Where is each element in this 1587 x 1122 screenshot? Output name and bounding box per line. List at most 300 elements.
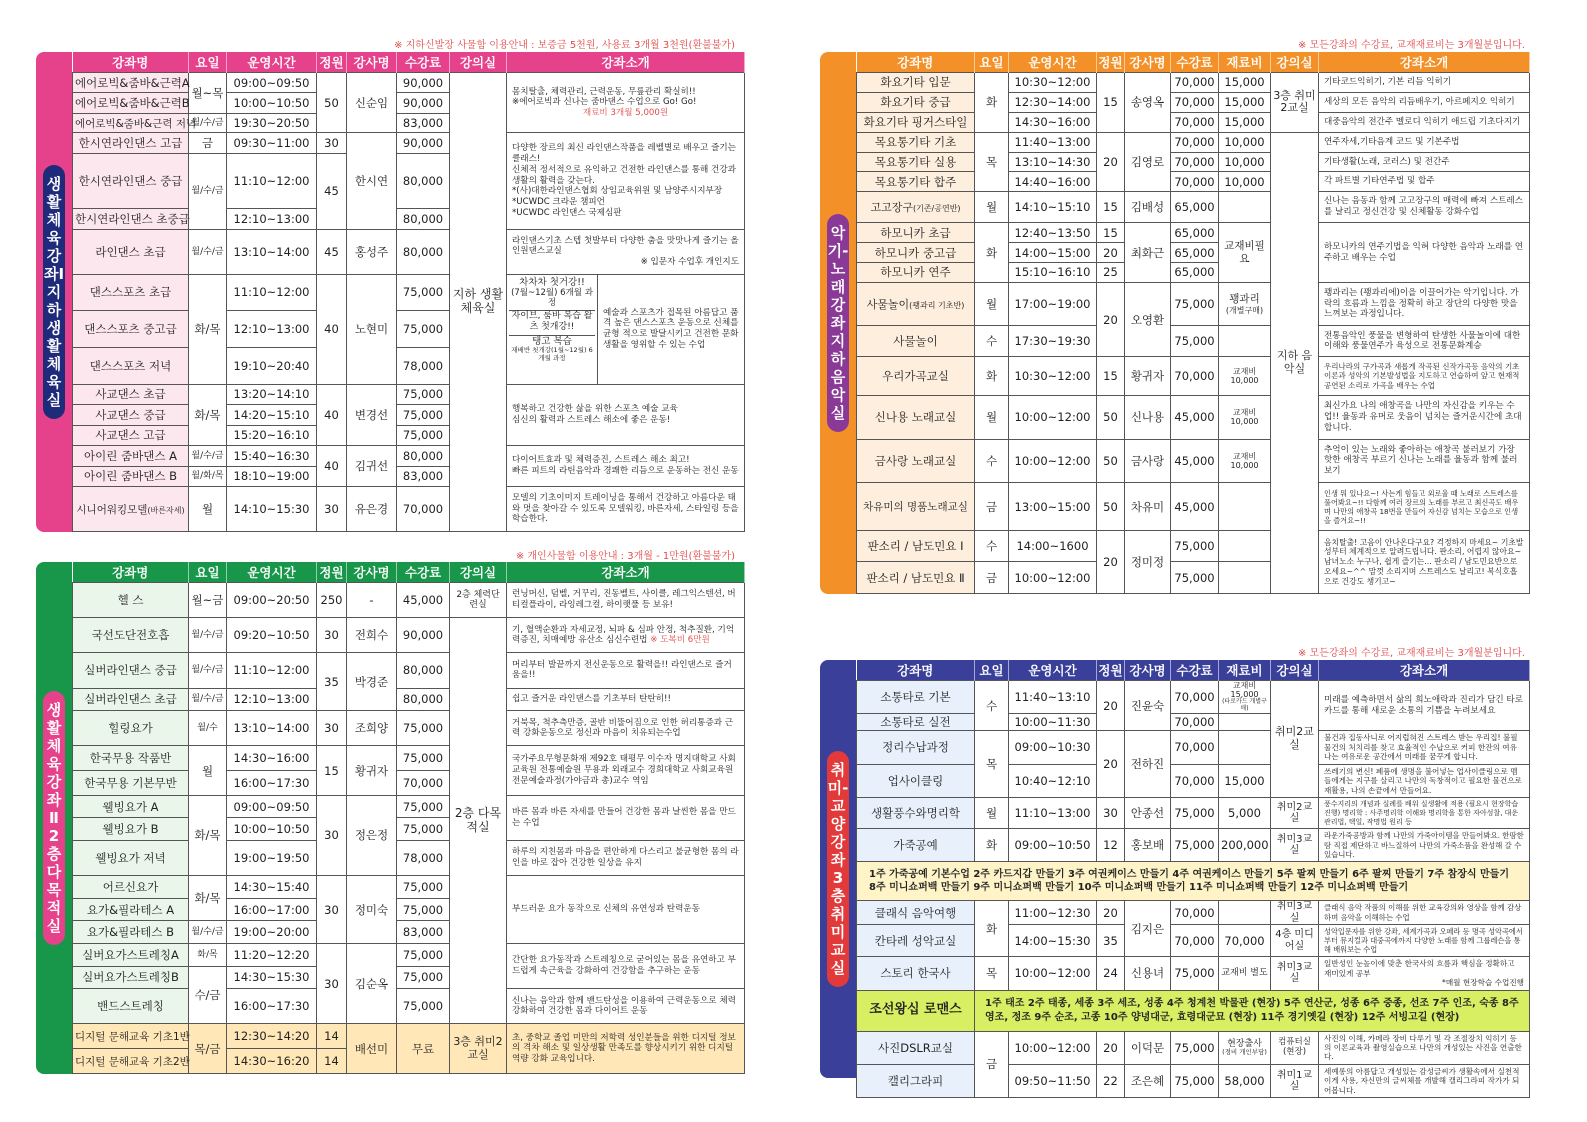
course-cap: 45 [317, 153, 347, 229]
side-label: 생활체육강좌Ⅱ 2층 다목적실 [36, 562, 72, 1074]
course-teacher: 홍성주 [347, 229, 397, 274]
course-time: 19:10~20:40 [227, 347, 317, 384]
course-desc: 신나는 음동과 함께 고고장구의 매력에 빠져 스트레스를 날리고 정신건강 및 신체활동 강화수업 [1319, 192, 1530, 223]
col-header: 요일 [189, 52, 227, 73]
course-day: 화 [975, 829, 1009, 862]
course-fee: 75,000 [397, 405, 450, 425]
course-day: 화 [975, 901, 1009, 957]
side-label: 생활체육강좌Ⅰ 지하생활체육실 [36, 52, 72, 532]
course-cap: 250 [317, 583, 347, 618]
course-name: 정리수납과정 [857, 731, 975, 764]
course-day: 월~목 [189, 73, 227, 114]
course-name: 웰빙요가 저녁 [73, 840, 189, 875]
course-time: 19:30~20:50 [227, 113, 317, 132]
course-fee: 75,000 [397, 898, 450, 921]
course-day: 월 [189, 746, 227, 795]
course-teacher: 안종선 [1125, 798, 1171, 829]
col-header: 강좌명 [857, 52, 975, 73]
course-name: 한시연라인댄스 중급 [73, 153, 189, 209]
course-desc: 기, 혈액순환과 자세교정, 뇌파 & 심파 안정, 척추질환, 기억력증진, 치매예방 유산소 심신수련법 ※ 도복비 6만원 [507, 618, 745, 653]
course-name: 하모니카 중고급 [857, 243, 975, 263]
course-teacher: 신나용 [1125, 396, 1171, 440]
course-name: 한국무용 작품반 [73, 746, 189, 771]
course-name: 요가&필라테스 A [73, 898, 189, 921]
course-fee: 80,000 [397, 446, 450, 466]
course-mat [1219, 483, 1271, 531]
course-day: 금 [975, 483, 1009, 531]
course-fee: 83,000 [397, 466, 450, 486]
col-header: 요일 [975, 660, 1009, 681]
course-time: 10:00~12:00 [1009, 1031, 1097, 1064]
course-day: 수/금 [189, 966, 227, 1024]
course-desc: 머리부터 발끝까지 전신운동으로 활력을!! 라인댄스로 즐거움을!! [507, 653, 745, 688]
course-teacher: 김배성 [1125, 192, 1171, 223]
course-fee: 75,000 [397, 966, 450, 989]
course-name: 화요기타 입문 [857, 73, 975, 93]
course-teacher: - [347, 583, 397, 618]
course-desc: 전통음악인 풍물을 변형하여 탄생한 사물놀이에 대한 이해와 풍물연주가 육성으로 전통문화계승 [1319, 326, 1530, 357]
course-time: 14:00~15:00 [1009, 243, 1097, 263]
course-teacher: 최화근 [1125, 223, 1171, 283]
course-name: 하모니카 초급 [857, 223, 975, 243]
course-name: 소통타로 기본 [857, 681, 975, 714]
col-header: 강좌명 [73, 562, 189, 583]
course-cap: 15 [1097, 192, 1125, 223]
course-day: 월/수/금 [189, 113, 227, 132]
col-header: 강의실 [450, 562, 507, 583]
course-fee: 70,000 [1171, 731, 1219, 764]
course-fee: 75,000 [1171, 957, 1219, 990]
course-time: 14:00~15:30 [1009, 925, 1097, 957]
course-time: 14:00~1600 [1009, 531, 1097, 562]
course-teacher: 신순임 [347, 73, 397, 133]
course-mat [1219, 326, 1271, 357]
course-teacher: 한시연 [347, 133, 397, 230]
course-desc: 연주자세,기타음계 코드 및 기본주법 [1319, 132, 1530, 152]
course-teacher: 송영옥 [1125, 73, 1171, 133]
course-time: 09:00~10:30 [1009, 731, 1097, 764]
col-header: 강의실 [1271, 660, 1319, 681]
course-day: 월/수/금 [189, 229, 227, 274]
course-fee: 75,000 [1171, 282, 1219, 326]
joseon-course-title: 조선왕십 로맨스 [857, 990, 975, 1031]
course-teacher: 신용녀 [1125, 957, 1171, 990]
course-day: 수 [975, 439, 1009, 483]
course-desc: 음치탈출! 고음이 안나온다구요? 걱정하지 마세요~ 기초발성부터 체계적으로 알려드립니다. 판소리, 어렵지 않아요~ 남녀노소 누구나, 쉽게 즐기는... 판소리 / 남도민요반으로 오세요~^^ 맘껏 소리지며 스트레스도 날리고! 복식호흡으로 건강도 챙기고~ [1319, 531, 1530, 594]
course-time: 10:00~10:50 [227, 93, 317, 113]
course-mat: 10,000 [1219, 172, 1271, 192]
col-header: 재료비 [1219, 52, 1271, 73]
course-time: 10:00~12:00 [1009, 957, 1097, 990]
leather-curriculum-banner: 1주 가죽공예 기본수업 2주 카드지갑 만들기 3주 여권케이스 만들기 4주 여권케이스 만들기 5주 팔찌 만들기 6주 팔찌 만들기 7주 참장식 만들기 8주 미니쇼퍼백 만들기 9주 미니쇼퍼백 만들기 10주 미니쇼퍼백 만들기 11주 미니쇼퍼백 만들기 12주 미니쇼퍼백 만들기 [857, 862, 1530, 901]
course-cap: 20 [1097, 731, 1125, 798]
course-name: 디지털 문해교육 기초2반 [73, 1049, 189, 1074]
course-fee: 70,000 [1171, 132, 1219, 152]
course-mat: 70,000 [1219, 925, 1271, 957]
course-teacher: 황귀자 [1125, 357, 1171, 396]
col-header: 재료비 [1219, 660, 1271, 681]
course-desc: 불건과 집동사니로 어지럽혀진 스트레스 받는 우리집! 불필 물건의 처치리를 찾고 효율적인 수납으로 커피 한잔의 여유 나는 여유로운 공간에서 미래를 꿈꾸게 합니다. [1319, 731, 1530, 764]
course-time: 10:40~12:10 [1009, 764, 1097, 797]
course-day: 금 [975, 562, 1009, 594]
course-day: 화 [975, 73, 1009, 133]
course-mat: 5,000 [1219, 798, 1271, 829]
course-day: 수 [975, 681, 1009, 731]
course-teacher: 김영로 [1125, 132, 1171, 192]
course-fee: 45,000 [1171, 439, 1219, 483]
course-desc: 다이어트효과 및 체력증진, 스트레스 해소 최고! 빠른 피트의 라틴음악과 경쾌한 리듬으로 운동하는 전신 운동 [507, 446, 745, 487]
course-teacher: 전희수 [347, 618, 397, 653]
course-desc: 국가주요무형문화재 제92호 태평무 이수자 명지대학교 사회교육원 전통예술원 무용과 외래교수 경희대학교 사회교육원 전문예술과정(가야금과 총)교수 역임 [507, 746, 745, 795]
course-name: 디지털 문해교육 기초1반 [73, 1024, 189, 1049]
course-teacher: 노현미 [347, 274, 397, 384]
course-name: 화요기타 중급 [857, 92, 975, 112]
col-header: 운영시간 [1009, 660, 1097, 681]
course-cap: 12 [1097, 829, 1125, 862]
course-time: 16:00~17:30 [227, 989, 317, 1024]
course-name: 에어로빅&줌바&근력 저녁 [73, 113, 189, 132]
course-room: 취미3교실 [1271, 957, 1319, 990]
course-mat [1219, 731, 1271, 764]
course-desc: 거북목, 척추측만증, 골반 비뚤어짐으로 인한 허리통증과 근력 강화운동으로 정신과 마음이 치유되는수업 [507, 711, 745, 746]
course-cap: 50 [1097, 483, 1125, 531]
course-fee: 65,000 [1171, 243, 1219, 263]
course-room: 2층 체력단련실 [450, 583, 507, 618]
course-fee: 75,000 [397, 425, 450, 445]
col-header: 수강료 [397, 562, 450, 583]
course-teacher: 변경선 [347, 384, 397, 445]
course-fee: 75,000 [397, 818, 450, 841]
course-name: 어르신요가 [73, 876, 189, 899]
course-cap: 14 [317, 1049, 347, 1074]
course-day: 월/수/금 [189, 446, 227, 466]
course-day: 금 [189, 133, 227, 153]
course-mat: 58,000 [1219, 1064, 1271, 1097]
course-time: 15:20~16:10 [227, 425, 317, 445]
course-fee: 70,000 [1171, 714, 1219, 731]
course-cap: 30 [317, 795, 347, 875]
course-day: 월 [975, 282, 1009, 326]
course-name: 헬 스 [73, 583, 189, 618]
course-name: 가죽공예 [857, 829, 975, 862]
course-name: 실버라인댄스 초급 [73, 688, 189, 711]
fee-note-3: ※ 모든강좌의 수강료, 교재재료비는 3개월분입니다. [1297, 40, 1525, 51]
side-label: 취미-교양강좌 3층 취미교실 [820, 660, 856, 1078]
course-mat: 200,000 [1219, 829, 1271, 862]
course-time: 09:50~11:50 [1009, 1064, 1097, 1097]
course-room: 지하 음악실 [1271, 132, 1319, 593]
course-mat: 교재비필요 [1219, 223, 1271, 283]
course-fee: 70,000 [1171, 112, 1219, 132]
course-name: 칸타레 성악교실 [857, 925, 975, 957]
course-time: 09:00~09:50 [227, 73, 317, 93]
course-mat [1219, 901, 1271, 925]
course-cap: 40 [317, 446, 347, 487]
course-fee: 75,000 [397, 274, 450, 311]
course-desc: 런닝머신, 덤벨, 거꾸리, 진동벨트, 사이클, 레그익스텐션, 버티컬플라이, 라잉레그컬, 하이랫풀 등 보유! [507, 583, 745, 618]
course-name: 웰빙요가 A [73, 795, 189, 818]
course-time: 09:00~10:50 [1009, 829, 1097, 862]
course-cap: 20 [1097, 901, 1125, 925]
course-fee: 75,000 [397, 711, 450, 746]
course-time: 11:20~12:20 [227, 943, 317, 966]
course-mat: 15,000 [1219, 92, 1271, 112]
course-cap: 20 [1097, 282, 1125, 356]
course-teacher: 황귀자 [347, 746, 397, 795]
course-time: 15:10~16:10 [1009, 262, 1097, 282]
course-fee: 70,000 [1171, 357, 1219, 396]
course-desc: 하루의 지친몸과 마음을 편안하게 다스리고 불균형한 몸의 라인을 바로 잡아 건강한 일상을 유지 [507, 840, 745, 875]
course-time: 19:00~20:00 [227, 921, 317, 944]
course-mat: 교재비 10,000 [1219, 439, 1271, 483]
course-teacher: 조희양 [347, 711, 397, 746]
course-time: 15:40~16:30 [227, 446, 317, 466]
course-day: 목 [975, 957, 1009, 990]
course-fee: 75,000 [397, 384, 450, 404]
col-header: 운영시간 [1009, 52, 1097, 73]
course-name: 사물놀이 [857, 326, 975, 357]
fee-note-4: ※ 모든강좌의 수강료, 교재재료비는 3개월분입니다. [1297, 648, 1525, 659]
course-time: 14:30~16:00 [1009, 112, 1097, 132]
course-desc: 일반성인 눈높이에 맞춘 한국사의 흐름과 핵심을 정확하고 재미있게 공부 *매월 현장학습 수업진행 [1319, 957, 1530, 990]
course-day: 월 [975, 798, 1009, 829]
course-cap: 45 [317, 229, 347, 274]
course-cap: 22 [1097, 1064, 1125, 1097]
course-time: 14:10~15:10 [1009, 192, 1097, 223]
course-time: 12:10~13:00 [227, 688, 317, 711]
course-mat: 교재비 10,000 [1219, 396, 1271, 440]
course-day: 화/목 [189, 876, 227, 921]
course-day: 화 [975, 223, 1009, 283]
course-name: 한시연라인댄스 초중급 [73, 209, 189, 229]
col-header: 강의실 [1271, 52, 1319, 73]
course-name: 목요통기타 실용 [857, 152, 975, 172]
course-fee: 45,000 [1171, 483, 1219, 531]
course-name: 금사랑 노래교실 [857, 439, 975, 483]
course-teacher: 배선미 [347, 1024, 397, 1074]
course-mat: 교재비 10,000 [1219, 357, 1271, 396]
course-cap: 30 [317, 133, 347, 153]
course-time: 12:10~13:00 [227, 311, 317, 348]
course-desc: 풍수지리의 개념과 실례를 배워 실생활에 적용 (필요시 현장학습진행) 명리학 : 사주명리학 이해와 명리학을 통한 자아성찰, 대운관리법, 택일, 작명법 원리 등 [1319, 798, 1530, 829]
course-time: 11:00~12:30 [1009, 901, 1097, 925]
course-fee: 45,000 [1171, 396, 1219, 440]
course-name: 업사이클링 [857, 764, 975, 797]
course-cap: 30 [317, 487, 347, 532]
course-teacher: 박경준 [347, 653, 397, 711]
course-fee: 90,000 [397, 618, 450, 653]
course-room: 지하 생활체육실 [450, 73, 507, 532]
course-desc: 미래를 예측하면서 삶의 희노애락과 진리가 담긴 타로카드를 통해 새로운 소통의 기쁨을 누려보세요 [1319, 681, 1530, 731]
course-fee: 75,000 [397, 795, 450, 818]
course-fee: 78,000 [397, 840, 450, 875]
course-time: 14:20~15:10 [227, 405, 317, 425]
locker-note-1: ※ 지하신발장 사물함 이용안내 : 보증금 5천원, 사용료 3개월 3천원(환불불가) [394, 40, 735, 51]
course-time: 09:30~11:00 [227, 133, 317, 153]
course-fee: 75,000 [397, 311, 450, 348]
course-name: 웰빙요가 B [73, 818, 189, 841]
course-desc: 초, 중학교 졸업 미만의 저학력 성인분들을 위한 디지털 정보의 격차 해소 및 일상생활 만족도를 향상시키기 위한 디지털 역량 강화 교육입니다. [507, 1024, 745, 1074]
course-mat: 10,000 [1219, 132, 1271, 152]
course-cap: 40 [317, 384, 347, 445]
course-name: 한국무용 기본무반 [73, 771, 189, 796]
course-name: 아이린 줌바댄스 B [73, 466, 189, 486]
course-day: 월/화/목 [189, 466, 227, 486]
course-time: 12:30~14:00 [1009, 92, 1097, 112]
course-fee: 75,000 [1171, 562, 1219, 594]
course-room: 취미3교실 [1271, 829, 1319, 862]
course-name: 사교댄스 고급 [73, 425, 189, 445]
course-day: 월/수/금 [189, 688, 227, 711]
course-room: 취미1교실 [1271, 1064, 1319, 1097]
col-header: 강좌소개 [507, 562, 745, 583]
course-cap: 20 [1097, 132, 1125, 192]
course-fee: 90,000 [397, 93, 450, 113]
course-room: 취미3교실 [1271, 901, 1319, 925]
col-header: 강사명 [347, 562, 397, 583]
course-mat [1219, 714, 1271, 731]
course-day: 화/목 [189, 274, 227, 384]
course-fee: 70,000 [1171, 172, 1219, 192]
col-header: 강좌명 [73, 52, 189, 73]
col-header: 강좌소개 [1319, 660, 1530, 681]
panel-sports-2 [36, 562, 745, 1074]
course-time: 10:00~12:00 [1009, 396, 1097, 440]
course-time: 10:30~12:00 [1009, 357, 1097, 396]
course-desc: 사진의 이해, 카메라 장비 다루기 및 각 조절장치 익히기 등의 이론교육과 촬영실습으로 나만의 개성있는 사진을 연출한다. [1319, 1031, 1530, 1064]
course-time: 11:40~13:00 [1009, 132, 1097, 152]
course-day: 월 [975, 396, 1009, 440]
course-time: 13:20~14:10 [227, 384, 317, 404]
course-desc: 세예롱의 아름답고 개성있는 감성글씨가 생활속에서 실천적이게 사용, 자신만의 글씨체를 개발해 캘리그라피 작가가 되어봅니다. [1319, 1064, 1530, 1097]
course-time: 11:40~13:10 [1009, 681, 1097, 714]
course-mat: 15,000 [1219, 764, 1271, 797]
course-day: 화/목 [189, 795, 227, 875]
course-mat: 10,000 [1219, 152, 1271, 172]
course-day: 화 [975, 357, 1009, 396]
course-teacher: 차유미 [1125, 483, 1171, 531]
course-cap: 30 [317, 711, 347, 746]
course-desc: 모델의 기초이미지 트레이닝을 통해서 건강하고 아름다운 태와 멋을 찾아갈 수 있도록 모델워킹, 바른자세, 스타일링 등을 학습한다. [507, 487, 745, 532]
course-name: 국선도단전호흡 [73, 618, 189, 653]
course-day: 목/금 [189, 1024, 227, 1074]
course-name: 판소리 / 남도민요 Ⅱ [857, 562, 975, 594]
col-header: 정원 [1097, 52, 1125, 73]
joseon-curriculum-banner: 1주 태조 2주 태종, 세종 3주 세조, 성종 4주 청계천 박물관 (현장) 5주 연산군, 성종 6주 중종, 선조 7주 인조, 숙종 8주 영조, 정조 9주 순조, 고종 10주 양녕대군, 효령대군묘 (현장) 11주 경기옛길 (현장) 12주 서빙고길 (현장) [975, 990, 1530, 1031]
course-name: 시니어워킹모델(바른자세) [73, 487, 189, 532]
course-desc: 하모니카의 연주기법을 익혀 다양한 음악과 노래를 연주하고 배우는 수업 [1319, 223, 1530, 283]
course-name: 사교댄스 중급 [73, 405, 189, 425]
course-fee: 75,000 [397, 943, 450, 966]
course-desc: 클래식 음악 작품의 이해를 위한 교육강의와 영상을 함께 감상하며 음악을 이해하는 수업 [1319, 901, 1530, 925]
course-mat [1219, 531, 1271, 562]
col-header: 정원 [317, 562, 347, 583]
course-cap: 24 [1097, 957, 1125, 990]
course-room: 컴퓨터실(현장) [1271, 1031, 1319, 1064]
course-cap: 20 [1097, 681, 1125, 731]
course-day: 월 [975, 192, 1009, 223]
course-desc: 차차차 첫거강!! (7월~12월) 6개월 과정 자이브, 룸바 복습 왈츠 첫개강!! 탱고 복습 재배반 첫개강(1월~12월) 6개월 과정 예술과 스포츠가 접목된 아름답고 품격 높은 댄스스포츠 운동으로 신체를 균형 적으로 발달시키고 건전한 문화생활을 영위할 수 있는 수업 [507, 274, 745, 384]
course-desc: 세상의 모든 음악의 리듬배우기, 아르페지오 익히기 [1319, 92, 1530, 112]
course-room: 취미2교실 [1271, 681, 1319, 798]
course-teacher: 유은경 [347, 487, 397, 532]
course-desc: 신나는 음악과 함께 밴드탄성을 이용하여 근력운동으로 체력강화하여 건강한 몸과 다이어트 운동 [507, 989, 745, 1024]
course-name: 댄스스포츠 중고급 [73, 311, 189, 348]
course-name: 스토리 한국사 [857, 957, 975, 990]
course-name: 댄스스포츠 저녁 [73, 347, 189, 384]
course-cap: 14 [317, 1024, 347, 1049]
course-mat: 현장출사 (경비 개인부담) [1219, 1031, 1271, 1064]
course-name: 목요통기타 합주 [857, 172, 975, 192]
course-table [72, 562, 745, 1074]
course-day: 화/목 [189, 384, 227, 445]
course-name: 고고장구(기존/공연반) [857, 192, 975, 223]
course-time: 13:10~14:30 [1009, 152, 1097, 172]
course-fee: 75,000 [1171, 798, 1219, 829]
col-header: 강사명 [347, 52, 397, 73]
course-room: 2층 다목적실 [450, 618, 507, 1024]
course-name: 사물놀이(꽹과리 기초반) [857, 282, 975, 326]
course-name: 사진DSLR교실 [857, 1031, 975, 1064]
course-fee: 70,000 [1171, 764, 1219, 797]
course-fee: 75,000 [1171, 829, 1219, 862]
course-time: 14:30~16:20 [227, 1049, 317, 1074]
course-name: 에어로빅&줌바&근력A [73, 73, 189, 93]
course-table [72, 52, 745, 532]
course-name: 사교댄스 초급 [73, 384, 189, 404]
course-desc: 최신가요 나의 애창곡을 나만의 자신감을 키우는 수업!! 율동과 유머로 웃음이 넘치는 즐거운시간에 초대합니다. [1319, 396, 1530, 440]
course-cap: 30 [317, 876, 347, 944]
course-cap: 15 [317, 746, 347, 795]
course-desc: 라운가죽공방과 함께 나만의 가죽아이템을 만들어봐요. 한땀한땀 직접 제단하고 바느질하여 나만의 가죽소품을 완성해 갈 수 있습니다. [1319, 829, 1530, 862]
course-name: 판소리 / 남도민요 Ⅰ [857, 531, 975, 562]
course-cap: 50 [317, 73, 347, 133]
course-name: 하모니카 연주 [857, 262, 975, 282]
course-fee: 70,000 [397, 771, 450, 796]
course-name: 한시연라인댄스 고급 [73, 133, 189, 153]
course-fee: 80,000 [397, 153, 450, 209]
col-header: 정원 [317, 52, 347, 73]
course-cap: 30 [1097, 798, 1125, 829]
course-desc: 다양한 장르의 최신 라인댄스작품을 레벨별로 배우고 즐기는 클래스! 신체적 정서적으로 유익하고 건전한 라인댄스를 통해 건강과 생활의 활력을 갖는다. *(사)대한라인댄스협회 상임교육위원 및 남양주시지부장 *UCWDC 크라운 챔피언 *UCWDC 라인댄스 국제심판 [507, 133, 745, 230]
course-teacher: 홍보배 [1125, 829, 1171, 862]
course-name: 아이린 줌바댄스 A [73, 446, 189, 466]
course-desc: 우리나라의 구가곡과 새롭게 작곡된 신작가곡등 음악의 기초이론과 성악의 기본발성법을 지도하고 연습하여 앞고 현재적 공연된 소리로 가곡을 배우는 수업 [1319, 357, 1530, 396]
course-table [856, 52, 1530, 594]
course-day: 수 [975, 531, 1009, 562]
course-time: 12:40~13:50 [1009, 223, 1097, 243]
panel-sports-1 [36, 52, 745, 532]
course-fee: 75,000 [1171, 326, 1219, 357]
course-cap: 20 [1097, 243, 1125, 263]
course-day: 월/수/금 [189, 653, 227, 688]
col-header: 정원 [1097, 660, 1125, 681]
course-day: 수 [975, 326, 1009, 357]
course-fee: 70,000 [1171, 901, 1219, 925]
course-time: 11:10~12:00 [227, 274, 317, 311]
course-fee: 65,000 [1171, 262, 1219, 282]
col-header: 요일 [975, 52, 1009, 73]
course-cap: 20 [1097, 1031, 1125, 1064]
course-name: 밴드스트레칭 [73, 989, 189, 1024]
course-time: 09:00~09:50 [227, 795, 317, 818]
course-day: 월/수/금 [189, 153, 227, 229]
course-day: 월 [189, 487, 227, 532]
course-time: 16:00~17:30 [227, 771, 317, 796]
course-time: 17:30~19:30 [1009, 326, 1097, 357]
course-day: 금 [975, 1031, 1009, 1098]
course-room: 3층 취미2교실 [1271, 73, 1319, 133]
